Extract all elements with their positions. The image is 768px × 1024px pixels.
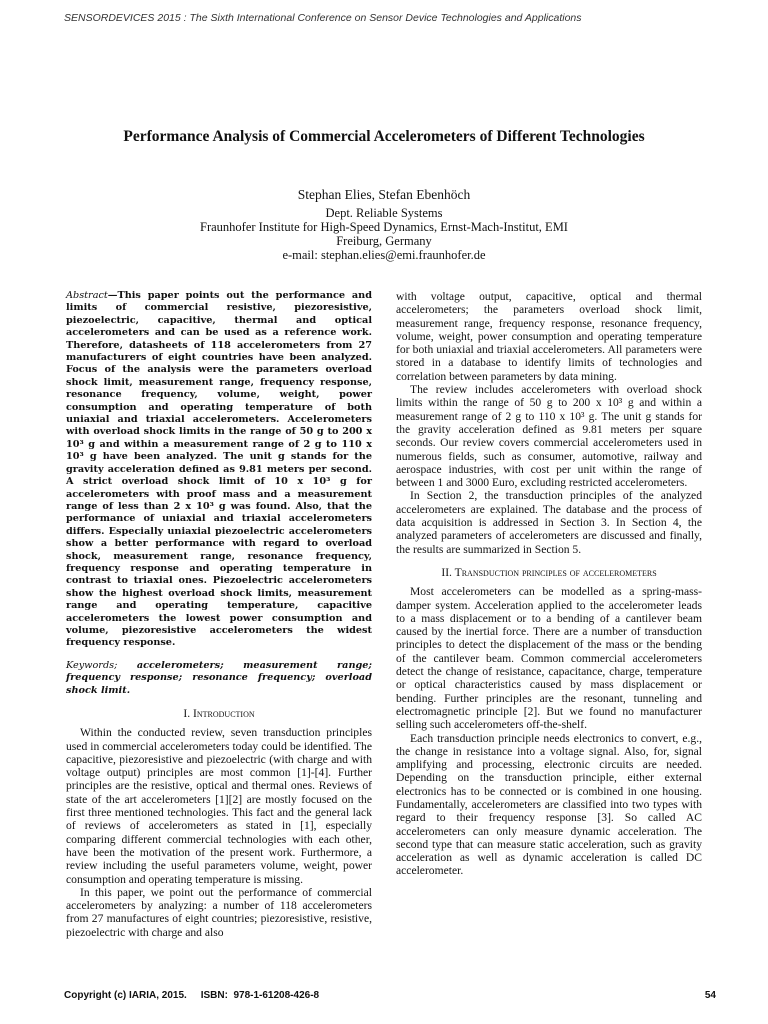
- page-footer: [64, 990, 716, 1001]
- keywords-lead: Keywords;: [66, 659, 118, 671]
- right-column: [396, 290, 702, 878]
- author-block: [134, 188, 634, 262]
- affiliation-line: Freiburg, Germany: [336, 234, 432, 248]
- author-names: Stephan Elies, Stefan Ebenhöch: [297, 187, 471, 202]
- affiliation-line: Fraunhofer Institute for High-Speed Dynamics, Ernst-Mach-Institut, EMI: [200, 220, 568, 234]
- copyright-isbn: Copyright (c) IARIA, 2015. ISBN: 978-1-61208-426-8: [64, 990, 320, 1001]
- paragraph: Each transduction principle needs electronics to convert, e.g., the change in resistance into a voltage signal. Also, for, signal amplifying and processing, electronic circuits are needed. Depending on the transduction principle, either external electronics has to be connected or is combined in one housing. Fundamentally, accelerometers are classified into two types with regard to their frequency response [3]. So called AC accelerometers can only measure dynamic acceleration. The second type that can measure static acceleration, such as gravity acceleration as well as dynamic acceleration is called DC accelerometer.: [396, 731, 702, 878]
- paragraph: Within the conducted review, seven transduction principles used in commercial accelerometers today could be identified. The capacitive, piezoresistive and piezoelectric (with charge and with voltage output) principles are most common [1]-[4]. Further principles are the resistive, optical and thermal ones. Reviews of state of the art accelerometers [1][2] are mostly focused on the first three mentioned technologies. This fact and the general lack of reviews of accelerometers as stated in [1], especially comparing different commercial technologies with each other, have been the motivation of the present work. Furthermore, a review including the useful parameters volume, weight, power consumption and operating temperature is missing.: [66, 726, 372, 886]
- abstract-text: —This paper points out the performance and limits of commercial resistive, piezoresistive, piezoelectric, capacitive, thermal and optical accelerometers and can be used as a reference work. Therefore, datasheets of 118 accelerometers from 27 manufacturers of eight countries have been analyzed. Focus of the analysis were the parameters overload shock limit, measurement range, frequency response, resonance frequency, volume, weight, power consumption and operating temperature of both uniaxial and triaxial accelerometers. Accelerometers with overload shock limits in the range of 50 g to 200 x 10³ g and within a measurement range of 2 g to 110 x 10³ g have been analyzed. The unit g stands for the gravity acceleration defined as 9.81 meters per second. A strict overload shock limit of 10 x 10³ g for accelerometers with proof mass and a measurement range of less than 2 x 10³ g was found. Also, that the performance of uniaxial and triaxial accelerometers differs. Especially uniaxial piezoelectric accelerometers show a better performance with regard to overload shock, measurement range, resonance frequency, frequency response and operating temperature in contrast to triaxial ones. Piezoelectric accelerometers show the highest overload shock limits, measurement range and operating temperature, capacitive accelerometers the lowest power consumption and volume, piezoresistive accelerometers the widest frequency response.: [66, 290, 372, 649]
- left-column: [66, 290, 372, 939]
- paragraph: In Section 2, the transduction principles of the analyzed accelerometers are explained. The database and the process of data acquisition is addressed in Section 3. In Section 4, the analyzed parameters of accelerometers are discussed and finally, the results are summarized in Section 5.: [396, 489, 702, 556]
- paper-title: Performance Analysis of Commercial Accelerometers of Different Technologies: [123, 128, 645, 145]
- abstract-lead: Abstract: [66, 290, 108, 301]
- affiliation-line: Dept. Reliable Systems: [325, 206, 443, 220]
- author-email: e-mail: stephan.elies@emi.fraunhofer.de: [282, 248, 486, 262]
- section-heading-introduction: I. Introduction: [183, 707, 255, 720]
- keywords-text: accelerometers; measurement range; frequency response; resonance frequency; overload shock limit.: [66, 659, 372, 696]
- section-heading-transduction: II. Transduction principles of accelerometers: [441, 565, 657, 579]
- keywords: [66, 660, 372, 697]
- paragraph: In this paper, we point out the performance of commercial accelerometers by analyzing: a number of 118 accelerometers from 27 manufactures of eight countries; piezoresistive, resistive, piezoelectric with charge and also: [66, 885, 372, 939]
- abstract: [66, 290, 372, 650]
- conference-header: SENSORDEVICES 2015 : The Sixth International Conference on Sensor Device Technologies and Applications: [64, 12, 582, 24]
- page-number: 54: [704, 990, 716, 1001]
- paragraph: Most accelerometers can be modelled as a spring-mass-damper system. Acceleration applied to the accelerometer leads to a mass displacement or to a bending of a cantilever beam caused by the inertial force. There are a number of transduction principles to detect the displacement of the mass or the bending of the cantilever beam. Common commercial accelerometers detect the change of resistance, capacitance, charge, temperature or optical characteristics caused by mass displacement or bending. Further principles are the resonant, tunneling and electromagnetic principle [2]. But we found no manufacturer selling such accelerometers off-the-shelf.: [396, 585, 702, 732]
- paragraph: The review includes accelerometers with overload shock limits within the range of 50 g to 200 x 10³ g and within a measurement range of 2 g to 110 x 10³ g. The unit g stands for the gravity acceleration defined as 9.81 meters per square seconds. Our review covers commercial accelerometers used in numerous fields, such as consumer, automotive, railway and aerospace industries, with cost per unit within the range of between 1 and 3000 Euro, excluding restricted accelerometers.: [396, 383, 702, 490]
- paragraph: with voltage output, capacitive, optical and thermal accelerometers; the parameters overload shock limit, measurement range, frequency response, resonance frequency, volume, weight, power consumption and operating temperature for both uniaxial and triaxial accelerometers. All parameters were stored in a database to identify limits of technologies and correlation between parameters by data mining.: [396, 290, 702, 383]
